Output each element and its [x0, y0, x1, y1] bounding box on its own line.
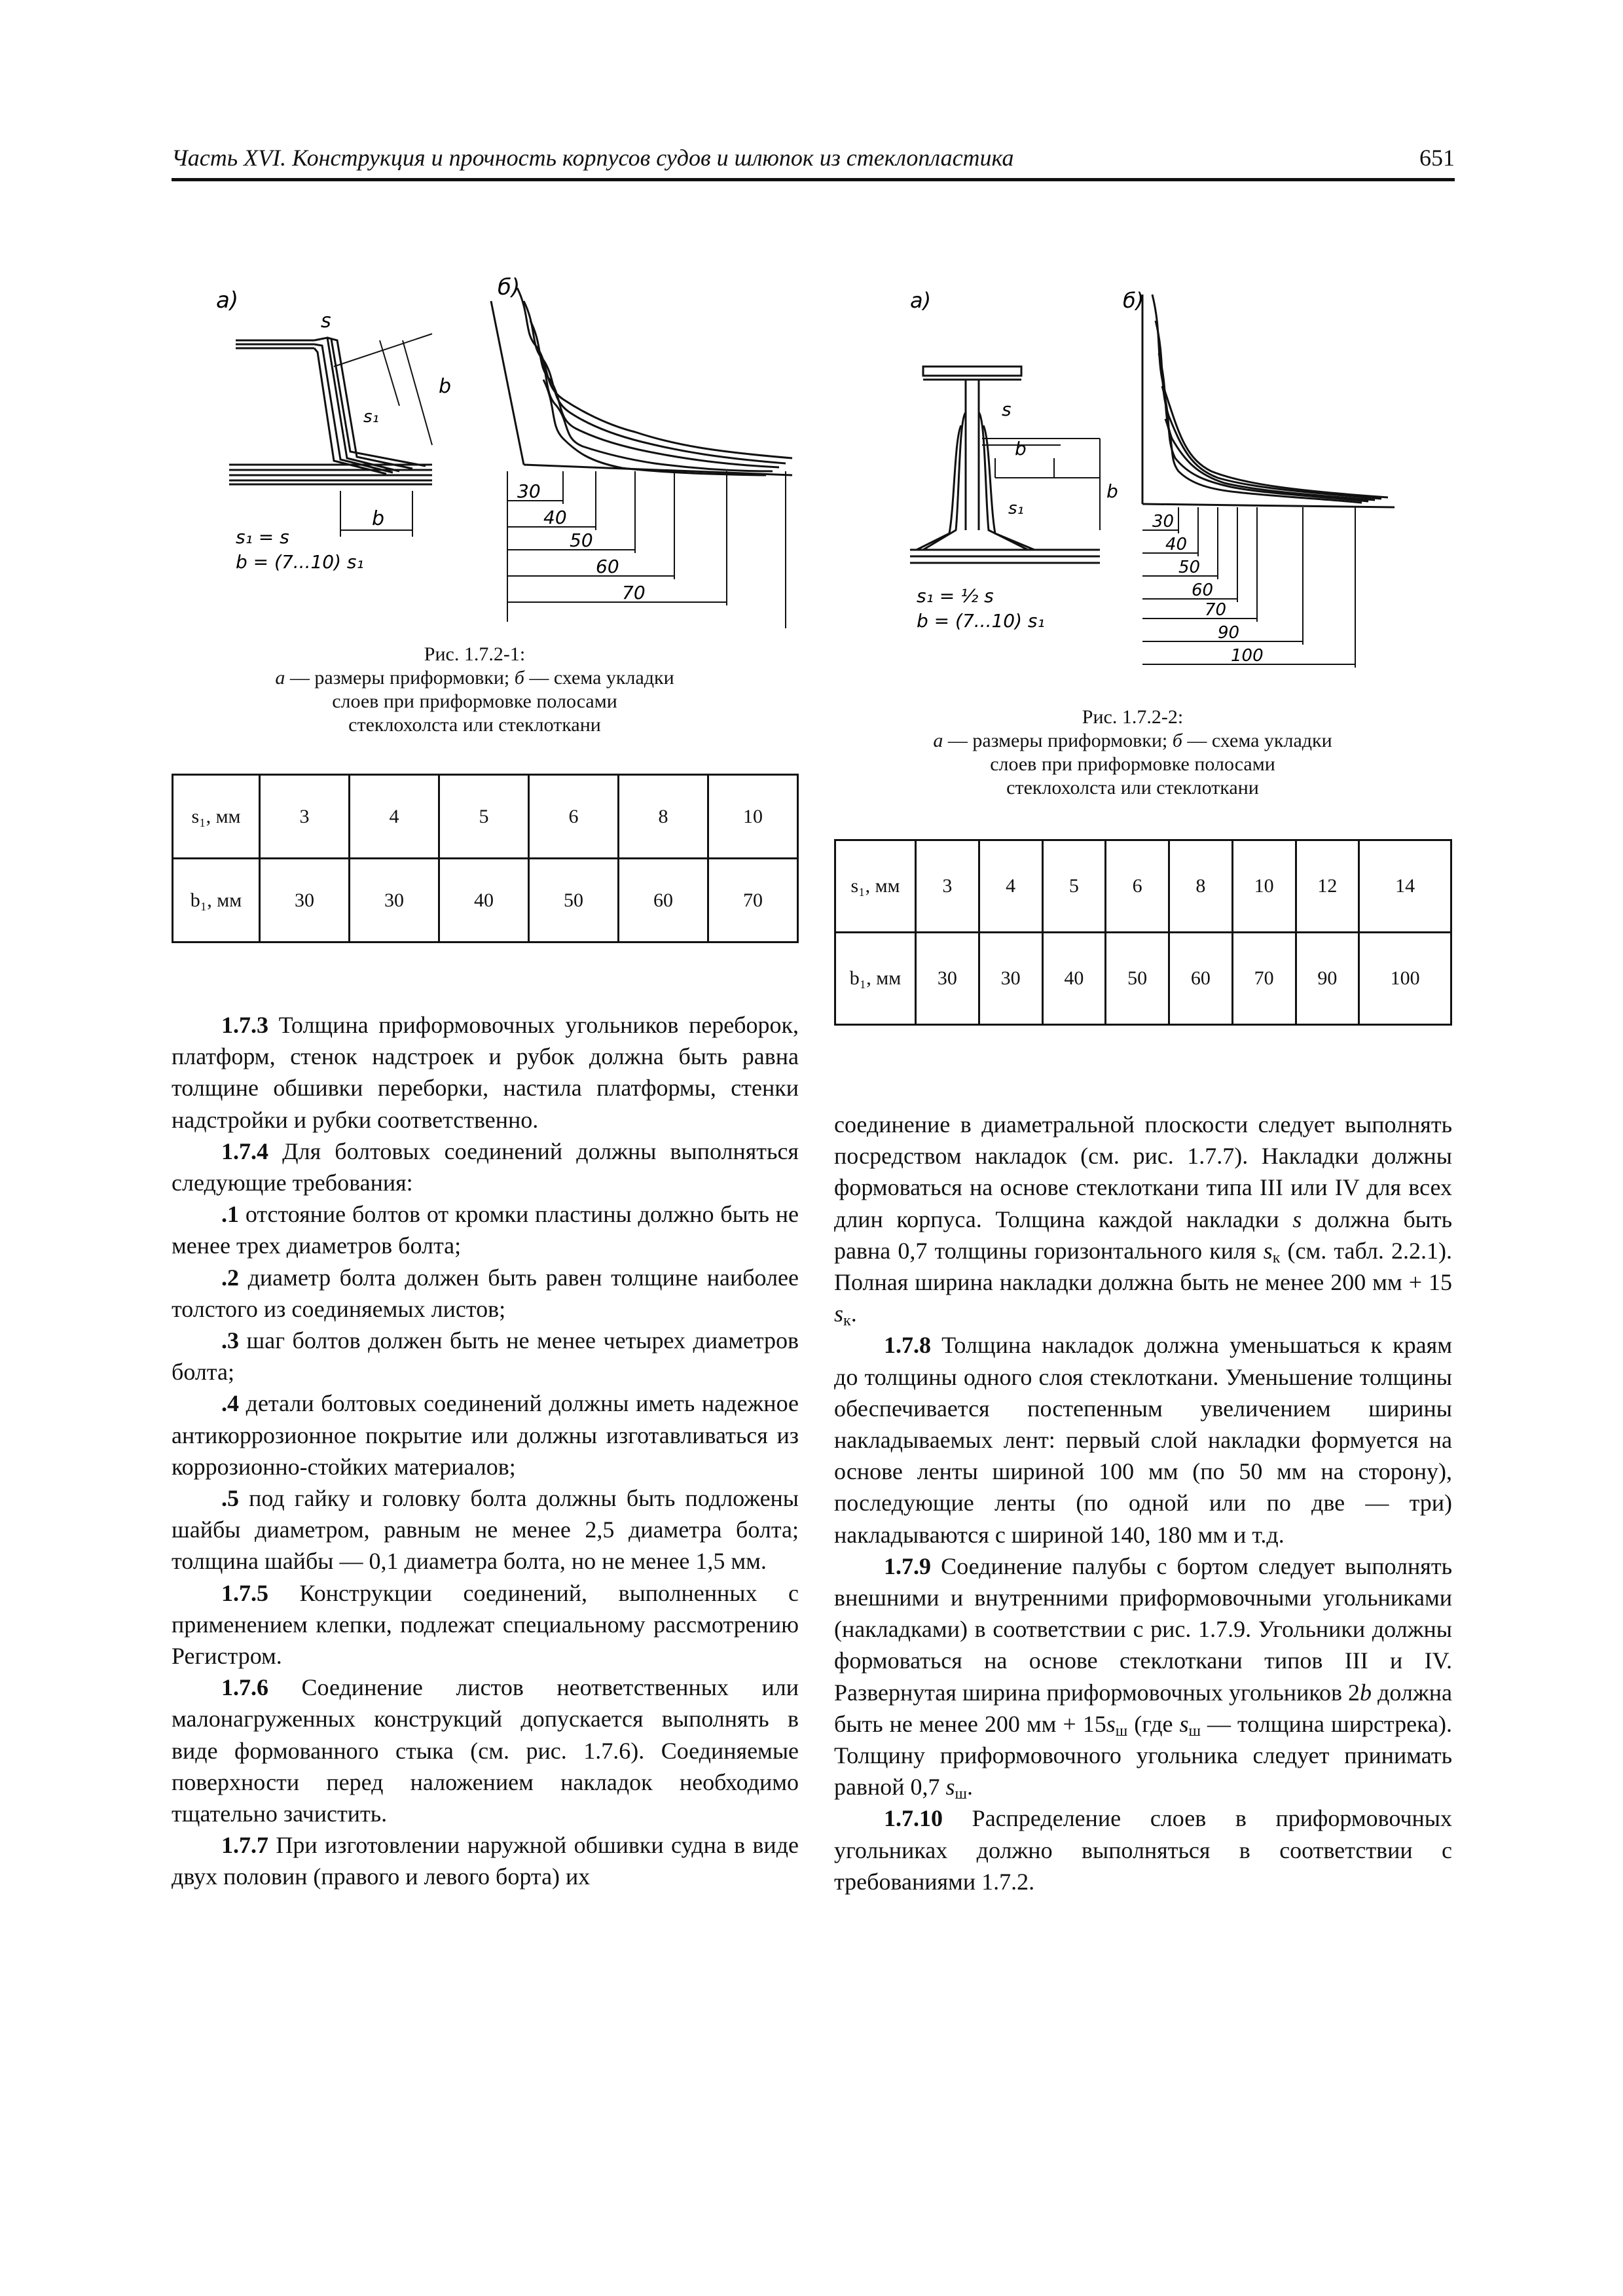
table-1-cell: 30 — [350, 859, 439, 942]
table-1-cell: 40 — [439, 859, 529, 942]
table-2-cell: 10 — [1232, 840, 1296, 933]
list-item-4: .4 детали болтовых соединений должны иметь надежное антикоррозионное покрытие или должны изготавливаться из коррозионно-стойких материалов; — [172, 1390, 799, 1480]
figure-2-part-a-drawing — [910, 367, 1100, 563]
paragraph-1-7-10: 1.7.10 Распределение слоев в приформовочных угольниках должно выполняться в соответствии с требованиями 1.7.2. — [834, 1805, 1452, 1895]
table-1-cell: 30 — [260, 859, 350, 942]
table-2-cell: 12 — [1296, 840, 1359, 933]
table-1-cell: 4 — [350, 775, 439, 859]
table-2-cell: 3 — [916, 840, 979, 933]
paragraph-1-7-6: 1.7.6 Соединение листов неответственных или малонагруженных конструкций допускается выполнять в виде формованного стыка (см. рис. 1.7.6). Соединяемые поверхности перед наложением накладок необходимо тщательно зачистить. — [172, 1674, 799, 1827]
figure-1-formula-2: b = (7...10) s₁ — [236, 551, 364, 573]
header-rule — [172, 178, 1455, 181]
paragraph-1-7-7-continued: соединение в диаметральной плоскости следует выполнять посредством накладок (см. рис. 1.7.7). Накладки должны формоваться на основе стеклоткани типа III или IV для всех длин корпуса. Толщина каждой накладки s должна быть равна 0,7 толщины горизонтального киля $s_к$ (см. табл. 2.2.1). Полная ширина накладки должна быть не менее 200 мм + 15 $s_к$. — [834, 1111, 1452, 1330]
table-2-cell: 70 — [1232, 933, 1296, 1025]
figure-2-dim-50: 50 — [1178, 558, 1201, 577]
figure-2-dim-30: 30 — [1152, 512, 1175, 531]
figure-2-label-b: б) — [1123, 288, 1144, 313]
figure-2-dim-s: s — [1002, 399, 1012, 420]
figure-2-dim-70: 70 — [1205, 600, 1227, 620]
paragraph-1-7-7: 1.7.7 При изготовлении наружной обшивки судна в виде двух половин (правого и левого борта) их — [172, 1832, 799, 1890]
table-2-cell: 30 — [979, 933, 1042, 1025]
figure-2-label-a: а) — [910, 288, 932, 313]
table-2-cell: 50 — [1106, 933, 1169, 1025]
table-2-cell: 8 — [1169, 840, 1233, 933]
figure-1-caption-line-1: а — размеры приформовки; б — схема укладки — [275, 667, 674, 689]
table-1-cell: 50 — [529, 859, 619, 942]
table-2-cell: 60 — [1169, 933, 1233, 1025]
figure-1-caption-line-2: слоев при приформовке полосами — [332, 691, 617, 712]
figure-1-dim-60: 60 — [596, 556, 619, 577]
figure-1-caption — [229, 643, 720, 737]
table-1-cell: 60 — [619, 859, 708, 942]
paragraph-1-7-9: 1.7.9 Соединение палубы с бортом следует выполнять внешними и внутренними приформовочными угольниками (накладками) в соответствии с рис. 1.7.9. Угольники должны формоваться на основе стеклоткани типов III и IV. Развернутая ширина приформовочных угольников 2b должна быть не менее 200 мм + $15s_ш$ (где $s_ш$ — толщина ширстрека). Толщину приформовочного угольника следует принимать равной 0,7 $s_ш$. — [834, 1552, 1452, 1803]
paragraph-1-7-5: 1.7.5 Конструкции соединений, выполненных с применением клепки, подлежат специальному рассмотрению Регистром. — [172, 1579, 799, 1670]
figure-1-dim-q: b — [439, 375, 452, 398]
figure-2-dim-60: 60 — [1192, 581, 1214, 600]
table-2-cell: 5 — [1042, 840, 1106, 933]
table-1-cell: 6 — [529, 775, 619, 859]
table-1-cell: 8 — [619, 775, 708, 859]
table-2-row-label-b1: b₁, мм — [835, 933, 916, 1025]
page-number: 651 — [1419, 145, 1455, 171]
figure-2-caption-title: Рис. 1.7.2-2: — [1082, 706, 1184, 728]
figure-2-caption-line-3: стеклохолста или стеклоткани — [1006, 777, 1259, 798]
table-1-cell: 70 — [708, 859, 798, 942]
list-item-3: .3 шаг болтов должен быть не менее четырех диаметров болта; — [172, 1327, 799, 1386]
table-1 — [172, 774, 799, 943]
figure-1-formula-1: s₁ = s — [236, 526, 289, 548]
table-2-cell: 4 — [979, 840, 1042, 933]
figure-1-label-b: б) — [498, 275, 520, 300]
list-item-2: .2 диаметр болта должен быть равен толщине наиболее толстого из соединяемых листов; — [172, 1264, 799, 1322]
list-item-5: .5 под гайку и головку болта должны быть подложены шайбы диаметром, равным не менее 2,5 диаметра болта; толщина шайбы — 0,1 диаметра болта, но не менее 1,5 мм. — [172, 1485, 799, 1575]
table-1-row-b1 — [173, 859, 798, 942]
figure-2-caption-line-2: слоев при приформовке полосами — [990, 753, 1275, 775]
list-item-1: .1 отстояние болтов от кромки пластины должно быть не менее трех диаметров болта; — [172, 1201, 799, 1259]
figure-1-7-2-1 — [216, 275, 825, 628]
table-1-row-label-s1: s₁, мм — [173, 775, 260, 859]
figure-2-dim-b-top: b — [1015, 438, 1027, 459]
figure-1-dim-40: 40 — [543, 507, 567, 528]
paragraph-1-7-3: 1.7.3 Толщина приформовочных угольников переборок, платформ, стенок надстроек и рубок должна быть равна толщине обшивки переборки, настила платформы, стенки надстройки и рубки соответственно. — [172, 1012, 799, 1133]
header-title: Часть XVI. Конструкция и прочность корпусов судов и шлюпок из стеклопластика — [172, 145, 1014, 171]
table-2-row-label-s1: s₁, мм — [835, 840, 916, 933]
figure-2-caption-line-1: а — размеры приформовки; б — схема укладки — [933, 730, 1332, 751]
figure-1-caption-title: Рис. 1.7.2-1: — [424, 643, 526, 665]
figure-2-caption — [845, 706, 1421, 800]
figure-1-caption-line-3: стеклохолста или стеклоткани — [348, 714, 601, 736]
table-2-cell: 30 — [916, 933, 979, 1025]
figure-1-dim-30: 30 — [517, 480, 541, 502]
figure-1-dim-s: s — [321, 310, 331, 332]
figure-1-dim-s1: s₁ — [363, 407, 379, 427]
table-2 — [834, 839, 1452, 1026]
running-header — [172, 144, 1455, 183]
figure-2-dim-40: 40 — [1165, 535, 1188, 554]
paragraph-1-7-4: 1.7.4 Для болтовых соединений должны выполняться следующие требования: — [172, 1138, 799, 1196]
figure-2-formula-1: s₁ = ½ s — [917, 585, 994, 607]
figure-2-formula-2: b = (7...10) s₁ — [917, 610, 1045, 632]
figure-1-dim-70: 70 — [622, 582, 646, 603]
left-column — [172, 1009, 799, 1893]
table-1-cell: 5 — [439, 775, 529, 859]
figure-2-dim-90: 90 — [1218, 623, 1240, 643]
table-2-row-b1 — [835, 933, 1451, 1025]
figure-2-dim-b-vert: b — [1106, 480, 1118, 502]
figure-1-part-b-drawing — [491, 288, 792, 628]
figure-1-dim-b: b — [372, 507, 385, 530]
figure-2-dim-100: 100 — [1231, 646, 1264, 666]
table-2-cell: 40 — [1042, 933, 1106, 1025]
table-1-row-label-b1: b₁, мм — [173, 859, 260, 942]
table-2-row-s1 — [835, 840, 1451, 933]
table-1-cell: 3 — [260, 775, 350, 859]
table-1-cell: 10 — [708, 775, 798, 859]
table-2-cell: 14 — [1359, 840, 1451, 933]
figure-1-7-2-2 — [903, 281, 1453, 687]
figure-1-dim-50: 50 — [570, 529, 593, 551]
figure-1-label-a: а) — [216, 287, 239, 314]
table-2-cell: 90 — [1296, 933, 1359, 1025]
paragraph-1-7-8: 1.7.8 Толщина накладок должна уменьшаться к краям до толщины одного слоя стеклоткани. Уменьшение толщины обеспечивается постепенным увеличением ширины накладываемых лент: первый слой накладки формуется на основе ленты шириной 100 мм (по 50 мм на сторону), последующие ленты (по одной или по две — три) накладываются с шириной 140, 180 мм и т.д. — [834, 1332, 1452, 1548]
figure-1-part-a-drawing — [229, 334, 432, 537]
table-2-cell: 100 — [1359, 933, 1451, 1025]
figure-2-part-b-drawing — [1142, 295, 1395, 668]
figure-2-dim-s1: s₁ — [1008, 499, 1024, 518]
table-1-row-s1 — [173, 775, 798, 859]
right-column — [834, 1109, 1452, 1897]
table-2-cell: 6 — [1106, 840, 1169, 933]
